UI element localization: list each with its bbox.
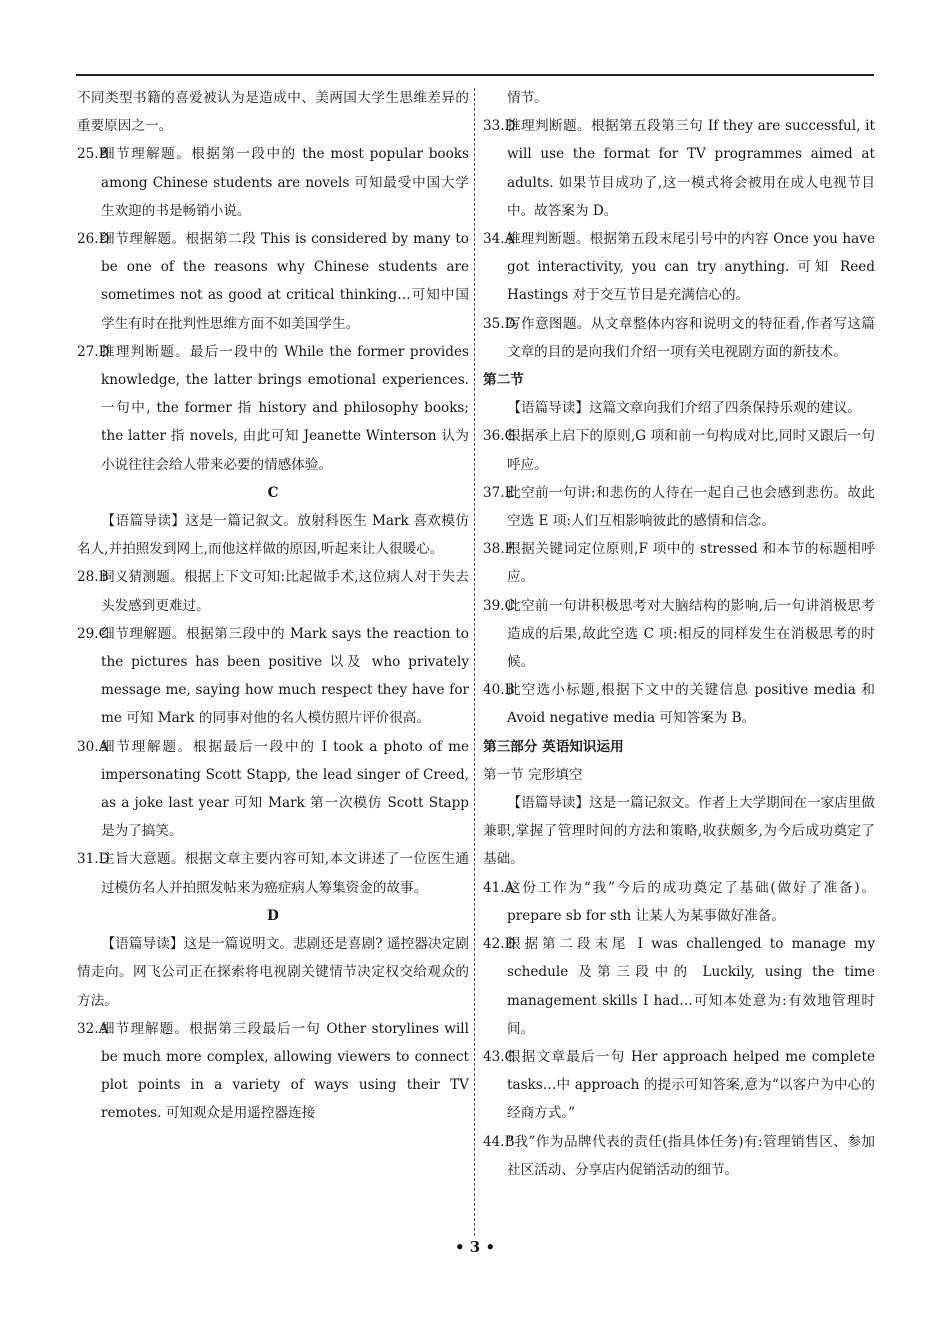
reading-guide-2: 【语篇导读】这篇文章向我们介绍了四条保持乐观的建议。	[507, 400, 861, 417]
answer-explanation: 根据文章最后一句 Her approach helped me complete tasks…中 approach 的提示可知答案,意为“以客户为中心的经商方式。”	[507, 1048, 875, 1122]
answer-explanation: 细节理解题。根据第一段中的 the most popular books among Chinese students are novels 可知最受中国大学生欢迎的书是畅销小说。	[101, 146, 469, 219]
continued-text: 情节。	[507, 90, 548, 106]
answer-explanation: 词义猜测题。根据上下文可知:比起做手术,这位病人对于失去头发感到更难过。	[101, 569, 469, 614]
column-divider	[474, 88, 475, 1236]
right-column	[483, 84, 875, 1184]
answer-42	[483, 930, 875, 1043]
answer-29	[77, 620, 469, 733]
answer-number: 39.C	[483, 597, 516, 614]
answer-number: 37.E	[483, 484, 515, 501]
answer-number: 32.A	[77, 1020, 109, 1037]
answer-25	[77, 140, 469, 225]
section-heading-d: D	[267, 907, 279, 924]
answer-explanation: 细节理解题。根据第二段 This is considered by many to be one of the reasons why Chinese students are sometimes not as good at critical thinking…可知中国学生有时在批判性思维方面不如美国学生。	[101, 231, 469, 332]
answer-number: 30.A	[77, 738, 109, 755]
answer-33	[483, 112, 875, 225]
answer-number: 35.D	[483, 315, 516, 332]
answer-number: 33.D	[483, 118, 516, 135]
answer-explanation: 推理判断题。最后一段中的 While the former provides knowledge, the latter brings emotional experiences. 一句中, the former 指 history and philosophy books; the latter 指 novels, 由此可知 Jeanette Winterson 认为小说往往会给人带来必要的情感体验。	[101, 343, 469, 473]
answer-number: 26.D	[77, 231, 110, 248]
answer-26	[77, 225, 469, 338]
answer-explanation: 此空选小标题,根据下文中的关键信息 positive media 和 Avoid negative media 可知答案为 B。	[507, 682, 875, 727]
answer-number: 43.C	[483, 1048, 516, 1065]
answer-41	[483, 874, 875, 930]
answer-27	[77, 338, 469, 479]
answer-40	[483, 676, 875, 732]
answer-number: 38.F	[483, 541, 515, 558]
answer-30	[77, 733, 469, 846]
answer-35	[483, 310, 875, 366]
answer-explanation: 主旨大意题。根据文章主要内容可知,本文讲述了一位医生通过模仿名人并拍照发帖来为癌症病人筹集资金的故事。	[101, 851, 469, 896]
answer-number: 25.B	[77, 146, 109, 163]
answer-explanation: 此空前一句讲积极思考对大脑结构的影响,后一句讲消极思考造成的后果,故此空选 C 项:相反的同样发生在消极思考的时候。	[507, 597, 875, 671]
top-rule	[76, 74, 874, 76]
answer-number: 28.B	[77, 569, 109, 586]
section-heading-1: 第一节 完形填空	[483, 766, 583, 783]
answer-explanation: 根据承上启下的原则,G 项和前一句构成对比,同时又跟后一句呼应。	[507, 428, 875, 473]
part-heading-3: 第三部分 英语知识运用	[483, 738, 624, 755]
answer-36	[483, 422, 875, 478]
answer-38	[483, 535, 875, 591]
answer-number: 31.D	[77, 851, 110, 868]
answer-34	[483, 225, 875, 310]
answer-explanation: 细节理解题。根据第三段中的 Mark says the reaction to the pictures has been positive 以及 who privately message me, saying how much respect they have for me 可知 Mark 的同事对他的名人模仿照片评价很高。	[101, 625, 469, 727]
answer-31	[77, 845, 469, 901]
continued-text: 不同类型书籍的喜爱被认为是造成中、美两国大学生思维差异的重要原因之一。	[77, 90, 469, 135]
left-column	[77, 84, 469, 1128]
answer-explanation: 这份工作为“我”今后的成功奠定了基础(做好了准备)。prepare sb for sth 让某人为某事做好准备。	[507, 879, 875, 924]
answer-explanation: 写作意图题。从文章整体内容和说明文的特征看,作者写这篇文章的目的是向我们介绍一项有关电视剧方面的新技术。	[507, 315, 875, 360]
answer-44	[483, 1128, 875, 1184]
answer-number: 34.A	[483, 231, 515, 248]
reading-guide-d: 【语篇导读】这是一篇说明文。悲剧还是喜剧? 遥控器决定剧情走向。网飞公司正在探索将电视剧关键情节决定权交给观众的方法。	[77, 936, 469, 1009]
answer-number: 41.A	[483, 879, 515, 896]
answer-39	[483, 592, 875, 677]
answer-37	[483, 479, 875, 535]
section-heading-2: 第二节	[483, 372, 524, 389]
answer-number: 36.G	[483, 428, 516, 445]
reading-guide-3: 【语篇导读】这是一篇记叙文。作者上大学期间在一家店里做兼职,掌握了管理时间的方法和策略,收获颇多,为今后成功奠定了基础。	[483, 795, 875, 868]
answer-number: 40.B	[483, 682, 515, 699]
answer-explanation: 根据第二段末尾 I was challenged to manage my schedule 及第三段中的 Luckily, using the time management skills I had…可知本处意为:有效地管理时间。	[507, 936, 875, 1037]
answer-43	[483, 1043, 875, 1128]
answer-explanation: 根据关键词定位原则,F 项中的 stressed 和本节的标题相呼应。	[507, 541, 875, 586]
answer-number: 29.C	[77, 625, 110, 642]
answer-number: 27.D	[77, 343, 110, 360]
answer-explanation: 细节理解题。根据第三段最后一句 Other storylines will be much more complex, allowing viewers to connect plot points in a variety of ways using their TV remotes. 可知观众是用遥控器连接	[101, 1020, 469, 1122]
answer-explanation: 推理判断题。根据第五段第三句 If they are successful, it will use the format for TV programmes aimed at adults. 如果节目成功了,这一模式将会被用在成人电视节目中。故答案为 D。	[507, 118, 875, 219]
section-heading-c: C	[267, 484, 279, 501]
reading-guide-c: 【语篇导读】这是一篇记叙文。放射科医生 Mark 喜欢模仿名人,并拍照发到网上,而他这样做的原因,听起来让人很暖心。	[77, 513, 469, 558]
answer-explanation: 细节理解题。根据最后一段中的 I took a photo of me impersonating Scott Stapp, the lead singer of Creed, as a joke last year 可知 Mark 第一次模仿 Scott Stapp 是为了搞笑。	[101, 738, 469, 840]
answer-number: 44.B	[483, 1133, 515, 1150]
page-number: • 3 •	[454, 1238, 496, 1256]
answer-explanation: “我”作为品牌代表的责任(指具体任务)有:管理销售区、参加社区活动、分享店内促销活动的细节。	[507, 1133, 875, 1178]
answer-28	[77, 563, 469, 619]
answer-explanation: 推理判断题。根据第五段末尾引号中的内容 Once you have got interactivity, you can try anything. 可知 Reed Hastings 对于交互节目是充满信心的。	[507, 231, 875, 304]
answer-number: 42.D	[483, 936, 516, 953]
answer-explanation: 此空前一句讲:和悲伤的人待在一起自己也会感到悲伤。故此空选 E 项:人们互相影响彼此的感情和信念。	[507, 484, 875, 530]
answer-32	[77, 1015, 469, 1128]
